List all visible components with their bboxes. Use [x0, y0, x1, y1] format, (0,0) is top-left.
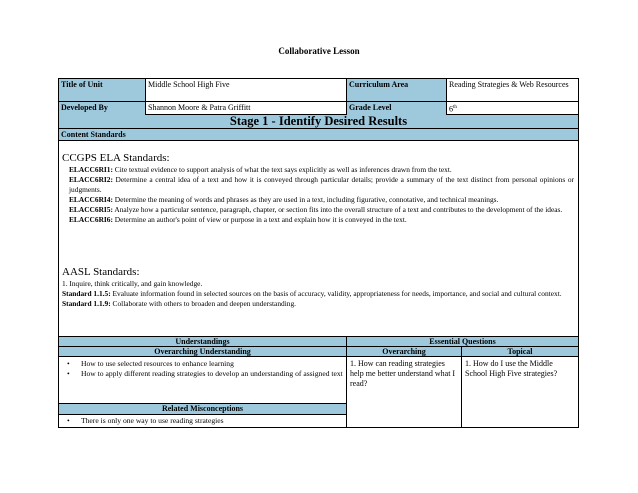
- aasl-standards: [62, 279, 574, 309]
- list-item: • There is only one way to use reading strategies: [59, 416, 344, 426]
- content-standards-label: Content Standards: [58, 129, 579, 141]
- understandings-header: Understandings: [59, 337, 347, 347]
- understanding-list: [59, 359, 344, 379]
- ccgps-standards: [69, 165, 574, 225]
- title-of-unit-value: Middle School High Five: [146, 79, 347, 101]
- unit-info-table: [58, 78, 579, 115]
- topical-header: Topical: [462, 347, 578, 357]
- overarching-understanding-header: Overarching Understanding: [59, 347, 347, 357]
- standards-section: [58, 141, 579, 337]
- developed-by-label: Developed By: [59, 102, 146, 115]
- page-title: Collaborative Lesson: [278, 46, 360, 56]
- misconception-list-cell: [59, 415, 347, 427]
- standard-item: ELACC6RI2: Determine a central idea of a text and how it is conveyed through particular details; provide a summary of the text distinct from personal opinions or judgments.: [69, 175, 574, 194]
- developed-by-value: Shannon Moore & Patra Griffitt: [146, 102, 347, 115]
- list-item: • How to apply different reading strategies to develop an understanding of assigned text: [59, 369, 344, 379]
- grade-level-value: [447, 102, 578, 115]
- ccgps-heading: CCGPS ELA Standards:: [62, 152, 170, 164]
- aasl-line: 1. Inquire, think critically, and gain knowledge.: [62, 279, 203, 288]
- grade-suffix: th: [453, 105, 457, 110]
- standard-item: ELACC6RI1: Cite textual evidence to support analysis of what the text says explicitly as well as inferences drawn from the text.: [69, 165, 452, 174]
- aasl-heading: AASL Standards:: [62, 266, 140, 278]
- aasl-item: Standard 1.1.9: Collaborate with others to broaden and deepen understanding.: [62, 299, 297, 308]
- overarching-question: 1. How can reading strategies help me better understand what I read?: [347, 357, 462, 427]
- standard-item: ELACC6RI6: Determine an author's point of view or purpose in a text and explain how it is conveyed in the text.: [69, 215, 407, 224]
- title-of-unit-label: Title of Unit: [59, 79, 146, 101]
- stage-title: Stage 1 - Identify Desired Results: [58, 115, 579, 129]
- aasl-item: Standard 1.1.5: Evaluate information found in selected sources on the basis of accuracy, validity, appropriateness for needs, importance, and social and cultural context.: [62, 289, 562, 298]
- essential-questions-header: Essential Questions: [347, 337, 578, 347]
- overarching-header: Overarching: [347, 347, 462, 357]
- standard-item: ELACC6RI5: Analyze how a particular sentence, paragraph, chapter, or section fits into the overall structure of a text and contributes to the development of the ideas.: [69, 205, 563, 214]
- list-item: • How to use selected resources to enhance learning: [59, 359, 344, 369]
- grade-level-label: Grade Level: [347, 102, 447, 115]
- understanding-list-cell: [59, 357, 347, 403]
- curriculum-area-label: Curriculum Area: [347, 79, 447, 101]
- understandings-grid: [58, 337, 579, 428]
- curriculum-area-value: Reading Strategies & Web Resources: [449, 80, 569, 89]
- topical-question: 1. How do I use the Middle School High Five strategies?: [465, 359, 558, 378]
- misconception-list: [59, 416, 344, 426]
- related-misconceptions-header: Related Misconceptions: [59, 403, 347, 415]
- grade-number: 6: [449, 104, 453, 114]
- standard-item: ELACC6RI4: Determine the meaning of words and phrases as they are used in a text, including figurative, connotative, and technical meanings.: [69, 195, 499, 204]
